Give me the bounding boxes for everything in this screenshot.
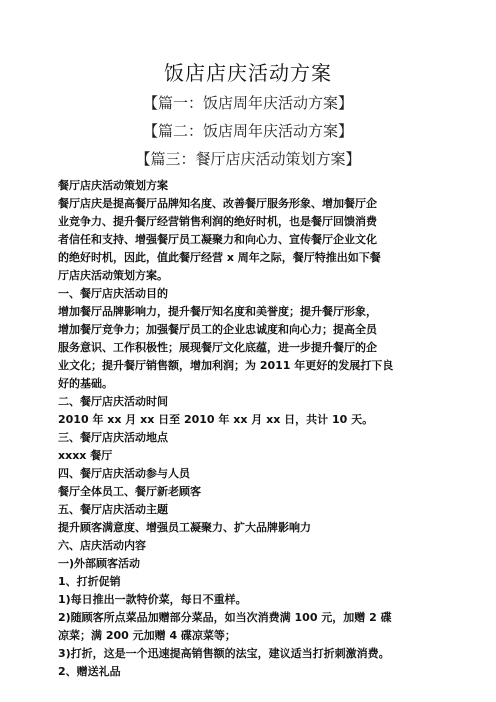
body-line: 1)每日推出一款特价菜，每日不重样。 xyxy=(58,593,247,606)
toc-entry-1: 【篇一：饭店周年庆活动方案】 xyxy=(142,94,353,112)
document-body xyxy=(58,177,450,681)
body-line: 的绝好时机，因此，值此餐厅经营 x 周年之际，餐厅特推出如下餐 xyxy=(58,251,381,264)
body-line: 2010 年 xx 月 xx 日至 2010 年 xx 月 xx 日，共计 10 天。 xyxy=(58,413,374,426)
body-line: 者信任和支持、增强餐厅员工凝聚力和向心力、宣传餐厅企业文化 xyxy=(58,233,377,246)
body-line: 餐厅店庆活动策划方案 xyxy=(58,179,168,192)
body-line: 业竞争力、提升餐厅经营销售利润的绝好时机，也是餐厅回馈消费 xyxy=(58,215,377,228)
body-line: 2)随顾客所点菜品加赠部分菜品，如当次消费满 100 元，加赠 2 碟 xyxy=(58,611,392,624)
body-line: 餐厅店庆是提高餐厅品牌知名度、改善餐厅服务形象、增加餐厅企 xyxy=(58,197,377,210)
body-line: 2、赠送礼品 xyxy=(58,665,121,678)
body-line: 增加餐厅品牌影响力，提升餐厅知名度和美誉度；提升餐厅形象， xyxy=(58,305,377,318)
body-line: 凉菜；满 200 元加赠 4 碟凉菜等； xyxy=(58,629,236,642)
body-line: 增加餐厅竞争力；加强餐厅员工的企业忠诚度和向心力；提高全员 xyxy=(58,323,377,336)
toc-entry-2: 【篇二：饭店周年庆活动方案】 xyxy=(142,122,353,140)
body-line: xxxx 餐厅 xyxy=(58,449,113,462)
body-line: 业文化；提升餐厅销售额，增加利润；为 2011 年更好的发展打下良 xyxy=(58,359,394,372)
body-line: 1、打折促销 xyxy=(58,575,121,588)
body-line: 三、餐厅店庆活动地点 xyxy=(58,431,168,444)
body-line: 3)打折，这是一个迅速提高销售额的法宝，建议适当打折刺激消费。 xyxy=(58,647,390,660)
body-line: 五、餐厅店庆活动主题 xyxy=(58,503,168,516)
body-line: 厅店庆活动策划方案。 xyxy=(58,269,168,282)
body-line: 提升顾客满意度、增强员工凝聚力、扩大品牌影响力 xyxy=(58,521,311,534)
body-line: 二、餐厅店庆活动时间 xyxy=(58,395,168,408)
body-line: 餐厅全体员工、餐厅新老顾客 xyxy=(58,485,201,498)
toc-entry-3: 【篇三：餐厅店庆活动策划方案】 xyxy=(135,150,361,168)
body-line: 一)外部顾客活动 xyxy=(58,557,141,570)
body-line: 一、餐厅店庆活动目的 xyxy=(58,287,168,300)
body-line: 四、餐厅店庆活动参与人员 xyxy=(58,467,190,480)
body-line: 六、店庆活动内容 xyxy=(58,539,146,552)
document-title: 饭店店庆活动方案 xyxy=(164,61,332,85)
body-line: 服务意识、工作积极性；展现餐厅文化底蕴，进一步提升餐厅的企 xyxy=(58,341,377,354)
body-line: 好的基础。 xyxy=(58,377,113,390)
